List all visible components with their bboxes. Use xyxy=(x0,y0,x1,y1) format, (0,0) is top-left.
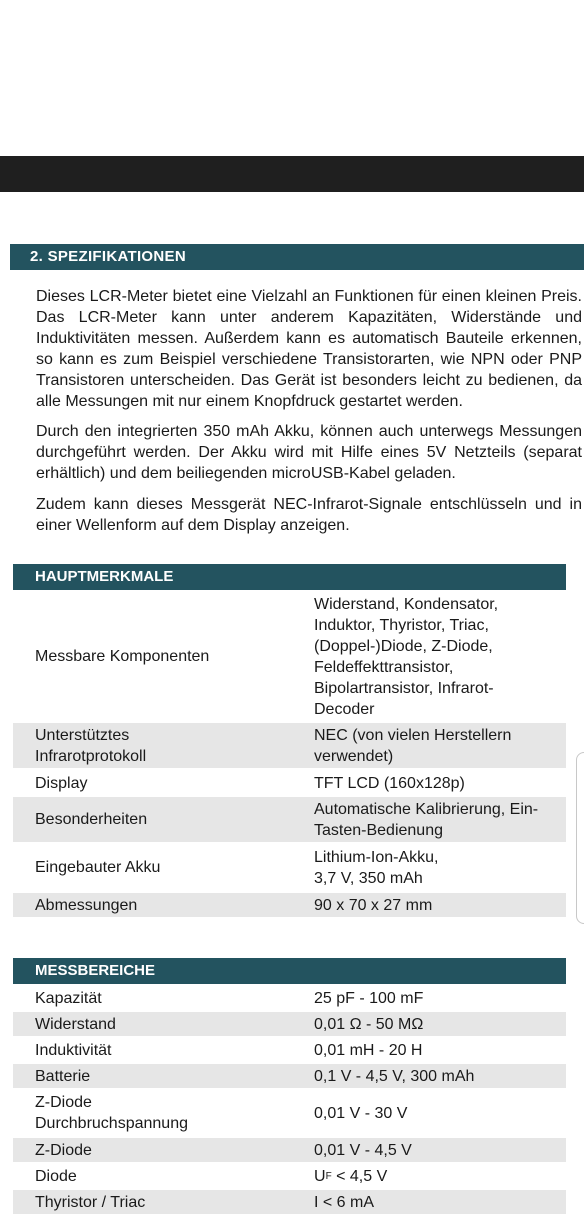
row-value: Widerstand, Kondensator, Induktor, Thyristor, Triac, (Doppel-)Diode, Z-Diode, Feldeffekttransistor, Bipolartransistor, Infrarot-Decoder xyxy=(314,595,499,718)
row-label: Thyristor / Triac xyxy=(35,1193,146,1211)
row-value: I < 6 mA xyxy=(314,1193,375,1211)
row-value: Automatische Kalibrierung, Ein-Tasten-Bedienung xyxy=(314,800,539,839)
row-label: Widerstand xyxy=(35,1015,116,1033)
row-value: 0,01 V - 4,5 V xyxy=(314,1141,412,1159)
table-row xyxy=(13,1190,566,1214)
row-label: Induktivität xyxy=(35,1041,112,1059)
row-label: Eingebauter Akku xyxy=(35,859,161,876)
row-label: Diode xyxy=(35,1167,77,1185)
row-value: 25 pF - 100 mF xyxy=(314,989,424,1007)
table-row xyxy=(13,845,566,890)
row-label: Kapazität xyxy=(35,989,102,1007)
row-value xyxy=(314,1164,564,1188)
table-row xyxy=(13,986,566,1010)
table-row xyxy=(13,1012,566,1036)
row-label: Z-Diode Durchbruchspannung xyxy=(35,1094,188,1132)
row-label: Z-Diode xyxy=(35,1141,92,1159)
row-label: Unterstütztes Infrarotprotokoll xyxy=(35,726,147,765)
row-value: 90 x 70 x 27 mm xyxy=(314,896,433,914)
table-row xyxy=(13,893,566,917)
table-row xyxy=(13,1064,566,1088)
top-dark-bar xyxy=(0,156,584,192)
paragraph-3: Zudem kann dieses Messgerät NEC-Infrarot-Signale entschlüsseln und in einer Wellenform auf dem Display anzeigen. xyxy=(36,496,582,534)
row-value: TFT LCD (160x128p) xyxy=(314,774,465,792)
row-label: Display xyxy=(35,774,88,792)
row-value: 0,01 Ω - 50 MΩ xyxy=(314,1015,424,1033)
paragraph-1: Dieses LCR-Meter bietet eine Vielzahl an Funktionen für einen kleinen Preis. Das LCR-Meter kann unter anderem Kapazitäten, Widerstände und Induktivitäten messen. Außerdem kann es automatisch Bauteile erkennen, so kann es zum Beispiel verschiedene Transistorarten, wie NPN oder PNP Transistoren unterscheiden. Das Gerät ist besonders leicht zu bedienen, da alle Messungen mit nur einem Knopfdruck gestartet werden. xyxy=(36,288,582,410)
table-row xyxy=(13,1138,566,1162)
table-row xyxy=(13,771,566,795)
row-label: Batterie xyxy=(35,1067,91,1085)
table-row xyxy=(13,592,566,721)
row-value: 0,01 mH - 20 H xyxy=(314,1041,423,1059)
row-value: 0,1 V - 4,5 V, 300 mAh xyxy=(314,1067,475,1085)
section-header: 2. SPEZIFIKATIONEN xyxy=(10,244,584,270)
table-row xyxy=(13,1038,566,1062)
table-row xyxy=(13,1164,566,1188)
paragraph-2: Durch den integrierten 350 mAh Akku, können auch unterwegs Messungen durchgeführt werden. Der Akku wird mit Hilfe eines 5V Netzteils (separat erhältlich) und dem beiliegenden microUSB-Kabel geladen. xyxy=(36,423,582,482)
value-prefix: U xyxy=(314,1167,326,1185)
scroll-handle[interactable] xyxy=(576,752,584,924)
top-blank-area xyxy=(0,0,584,156)
row-value: Lithium-Ion-Akku, 3,7 V, 350 mAh xyxy=(314,848,439,887)
row-label: Messbare Komponenten xyxy=(35,648,210,665)
value-suffix: < 4,5 V xyxy=(331,1167,388,1185)
row-label: Besonderheiten xyxy=(35,811,148,828)
table-header-hauptmerkmale: HAUPTMERKMALE xyxy=(13,564,566,590)
table-header-messbereiche: MESSBEREICHE xyxy=(13,958,566,984)
row-value: NEC (von vielen Herstellern verwendet) xyxy=(314,726,512,765)
value-subscript: F xyxy=(325,1170,332,1182)
table-row xyxy=(13,1090,566,1136)
table-row xyxy=(13,723,566,768)
row-label: Abmessungen xyxy=(35,896,138,914)
row-value: 0,01 V - 30 V xyxy=(314,1104,408,1122)
table-row xyxy=(13,797,566,842)
